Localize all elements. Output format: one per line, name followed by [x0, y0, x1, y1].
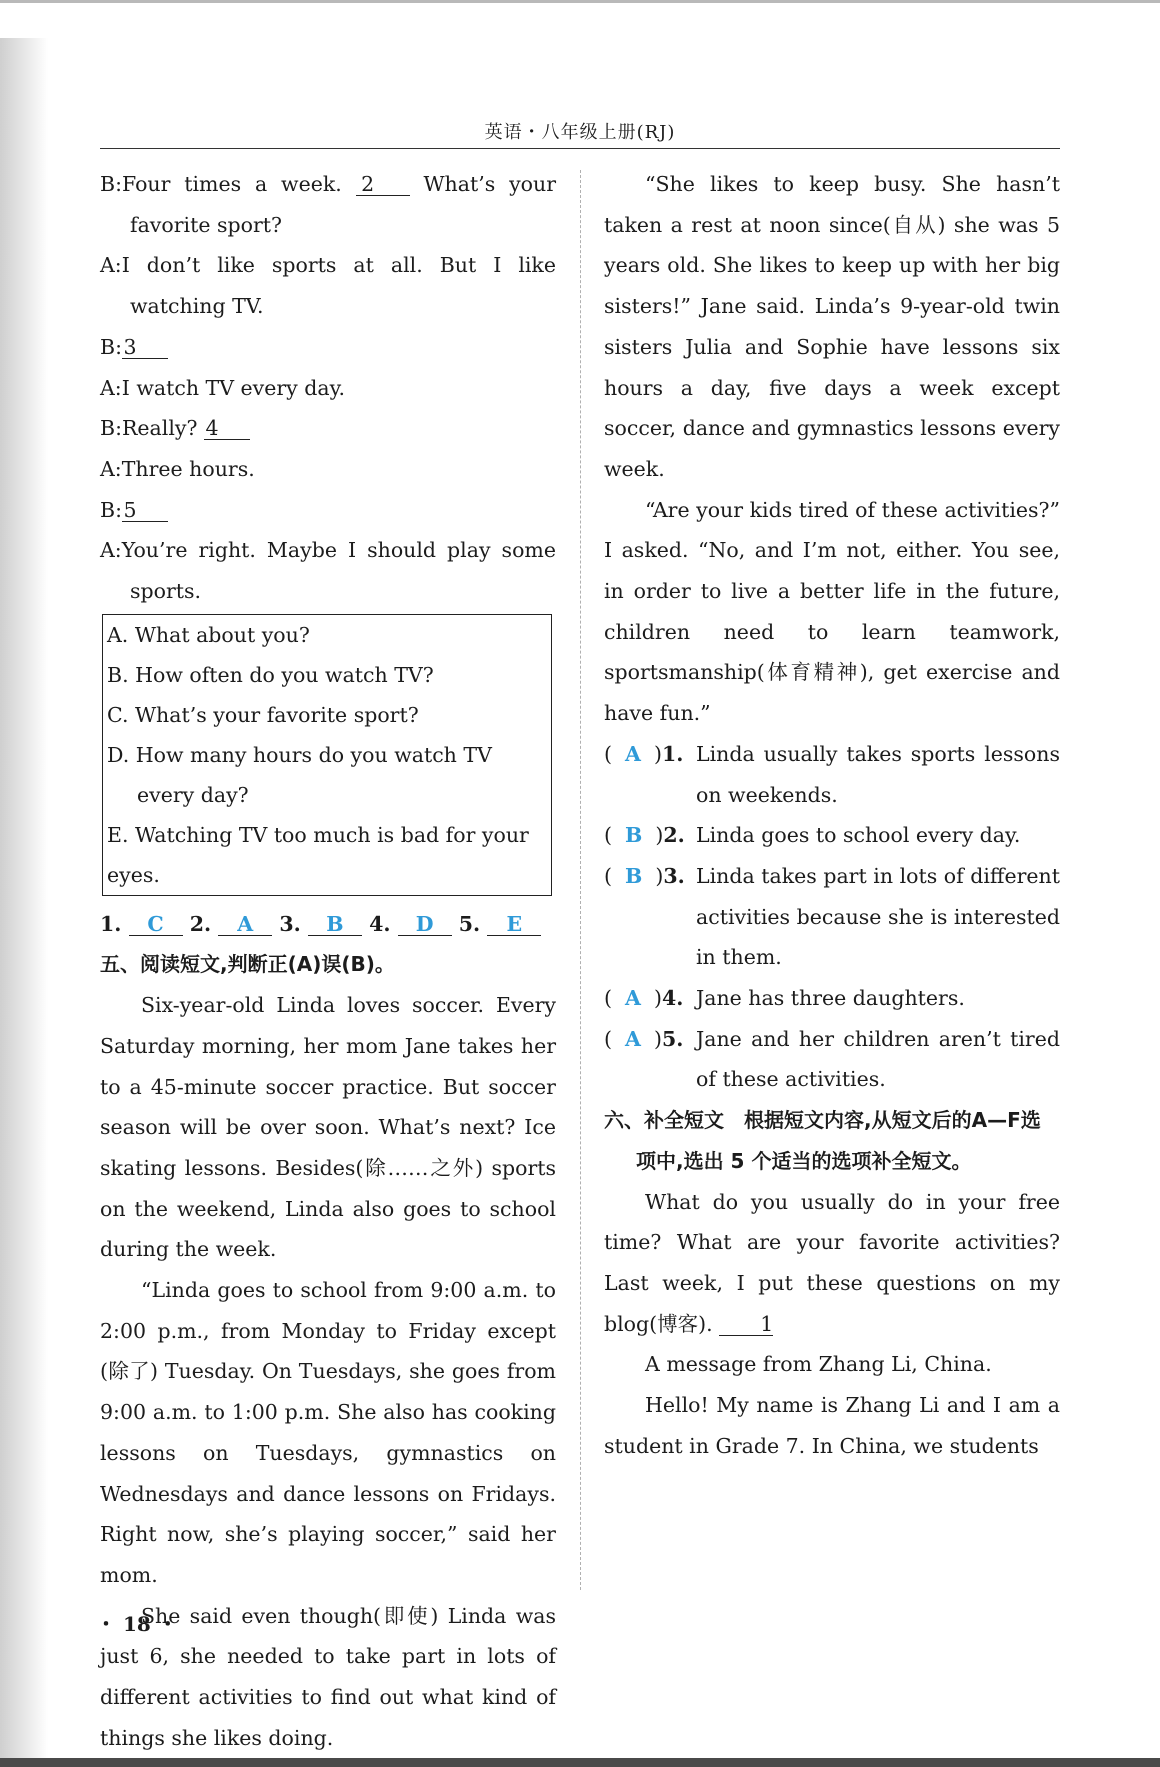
cloze-paragraph-1: What do you usually do in your free time? What are your favorite activities? Last week, I put these questions on my blog(博客). 1 [604, 1189, 1060, 1336]
cloze-paragraph-2: A message from Zhang Li, China. [645, 1352, 992, 1377]
blank-3[interactable]: 3 [122, 336, 168, 359]
dialogue-line: B:3 [100, 327, 556, 368]
reading-paragraph-4: “She likes to keep busy. She hasn’t taken a rest at noon since(自从) she was 5 years old. She likes to keep up with her big sisters!” Jane said. Linda’s 9-year-old twin sisters Julia and Sophie have lessons six hours a day, five days a week except soccer, dance and gymnastics lessons every week. [604, 172, 1060, 481]
dialogue-line: A:Three hours. [100, 456, 255, 481]
judgement-mark[interactable]: A [625, 1026, 641, 1051]
cloze-paragraph-3: Hello! My name is Zhang Li and I am a student in Grade 7. In China, we students [604, 1393, 1060, 1458]
judgement-mark[interactable]: A [625, 986, 641, 1011]
page-binding-shadow [0, 38, 48, 1758]
judgement-mark[interactable]: B [625, 823, 643, 848]
dialogue-line: B:Four times a week. 2 What’s your favorite sport? [100, 172, 556, 237]
options-box [102, 614, 552, 896]
dialogue-line: A:You’re right. Maybe I should play some sports. [100, 538, 556, 604]
answer-4[interactable]: D [398, 913, 452, 936]
question-4: ( A )4. Jane has three daughters. [604, 986, 965, 1011]
option-c: C. What’s your favorite sport? [107, 702, 419, 727]
question-2: ( B )2. Linda goes to school every day. [604, 823, 1021, 848]
reading-paragraph-2: “Linda goes to school from 9:00 a.m. to 2:00 p.m., from Monday to Friday except (除了) Tuesday. On Tuesdays, she goes from 9:00 a.m. to 1:00 p.m. She also has cooking lessons on Tuesdays, gymnastics on Wednesdays and dance lessons on Fridays. Right now, she’s playing soccer,” said her mom. [100, 1278, 556, 1587]
judgement-questions [604, 734, 1060, 1100]
top-edge [0, 0, 1160, 3]
option-e: E. Watching TV too much is bad for your eyes. [107, 822, 529, 887]
question-5: ( A )5. Jane and her children aren’t tired of these activities. [604, 1026, 1060, 1092]
blank-4[interactable]: 4 [204, 417, 250, 440]
judgement-mark[interactable]: B [625, 863, 643, 888]
section-6-heading: 六、补全短文 根据短文内容,从短文后的A—F选项中,选出 5 个适当的选项补全短文。 [604, 1108, 1041, 1173]
question-1: ( A )1. Linda usually takes sports lessons on weekends. [604, 741, 1060, 807]
reading-paragraph-3: She said even though(即使) Linda was just 6, she needed to take part in lots of different activities to find out what kind of things she likes doing. [100, 1603, 556, 1750]
answer-row: 1. C 2. A 3. B 4. D 5. E [100, 904, 556, 945]
judgement-mark[interactable]: A [625, 741, 641, 766]
option-d: D. How many hours do you watch TV every day? [107, 742, 492, 807]
option-a: A. What about you? [107, 622, 310, 647]
blank-2[interactable]: 2 [356, 173, 410, 196]
dialogue [100, 164, 556, 612]
header-rule [100, 148, 1060, 149]
dialogue-line: A:I don’t like sports at all. But I like watching TV. [100, 253, 556, 319]
question-3: ( B )3. Linda takes part in lots of different activities because she is interested in them. [604, 863, 1060, 970]
reading-paragraph-1: Six-year-old Linda loves soccer. Every Saturday morning, her mom Jane takes her to a 45-minute soccer practice. But soccer season will be over soon. What’s next? Ice skating lessons. Besides(除……之外) sports on the weekend, Linda also goes to school during the week. [100, 993, 556, 1262]
answer-5[interactable]: E [487, 913, 541, 936]
dialogue-line: B:Really? 4 [100, 408, 556, 449]
answer-1[interactable]: C [129, 913, 183, 936]
page-header: 英语・八年级上册(RJ) [484, 122, 676, 143]
section-5-heading: 五、阅读短文,判断正(A)误(B)。 [100, 952, 395, 977]
right-column [604, 164, 1060, 1467]
reading-paragraph-5: “Are your kids tired of these activities?” I asked. “No, and I’m not, either. You see, in order to live a better life in the future, children need to learn teamwork, sportsmanship(体育精神), get exercise and have fun.” [604, 497, 1060, 726]
option-b: B. How often do you watch TV? [107, 662, 434, 687]
dialogue-line: A:I watch TV every day. [100, 375, 345, 400]
column-divider [580, 170, 581, 1590]
bottom-edge [0, 1758, 1160, 1767]
dialogue-line: B:5 [100, 490, 556, 531]
left-column [100, 164, 556, 1759]
answer-2[interactable]: A [218, 913, 272, 936]
blank-1[interactable]: 1 [719, 1313, 773, 1336]
blank-5[interactable]: 5 [122, 499, 168, 522]
page-number: ・ 18 ・ [96, 1612, 178, 1636]
answer-3[interactable]: B [308, 913, 362, 936]
